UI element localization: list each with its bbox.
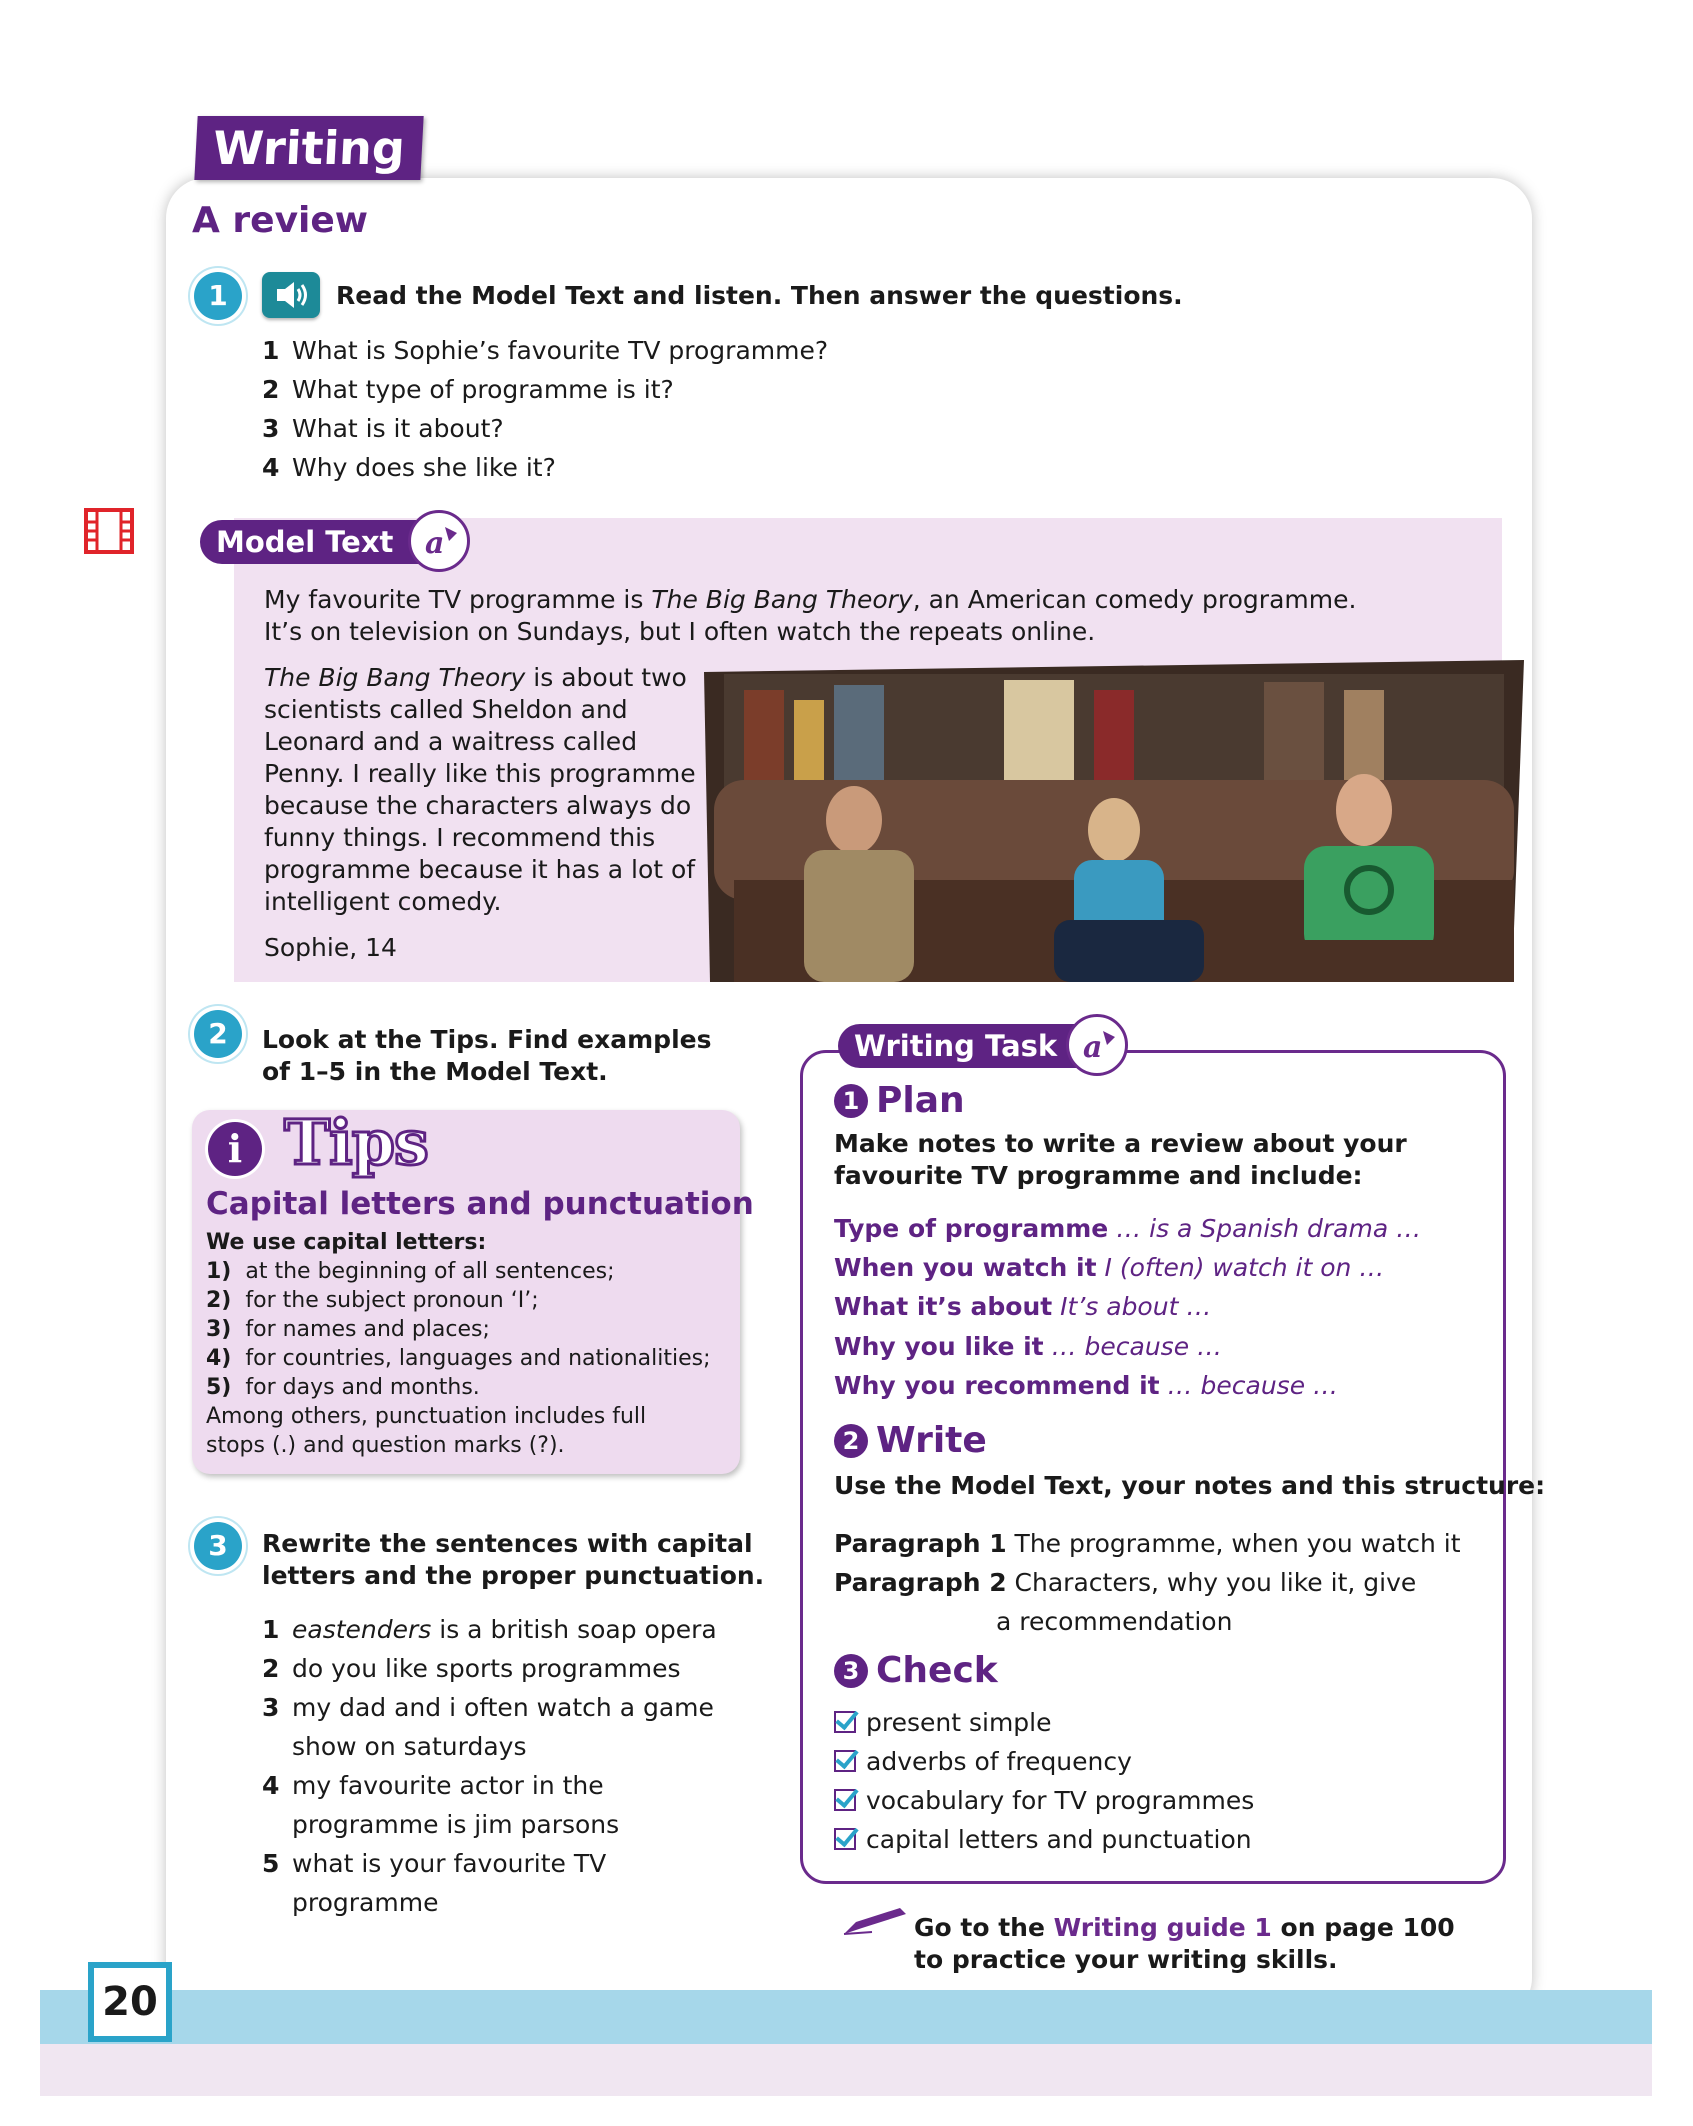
exercise-2-instruction: Look at the Tips. Find examples of 1–5 in the Model Text.	[262, 1025, 712, 1086]
list-item: 3 my dad and i often watch a game	[262, 1693, 714, 1722]
tips-subtitle: Capital letters and punctuation	[206, 1186, 754, 1222]
list-item: 5) for days and months.	[206, 1375, 480, 1400]
list-item: 1 What is Sophie’s favourite TV programme?	[262, 336, 829, 365]
list-item: 3) for names and places;	[206, 1317, 490, 1342]
list-item: 5 what is your favourite TV	[262, 1849, 607, 1878]
footer-background	[40, 2044, 1652, 2096]
list-item: 1) at the beginning of all sentences;	[206, 1259, 615, 1284]
signature: Sophie, 14	[264, 933, 397, 962]
audio-play-button[interactable]	[262, 272, 320, 318]
write-structure: Paragraph 1 The programme, when you watch it Paragraph 2 Characters, why you like it, give a recommendation	[834, 1529, 1461, 1636]
checkbox-icon	[834, 1750, 856, 1772]
writing-task-badge-icon	[1066, 1014, 1128, 1076]
speaker-icon	[262, 272, 320, 318]
tips-title: Tips	[284, 1106, 428, 1179]
exercise-1-number: 1	[194, 272, 242, 320]
exercise-1-questions	[262, 331, 828, 487]
list-item: 4) for countries, languages and nationalities;	[206, 1346, 711, 1371]
list-item: 4 Why does she like it?	[262, 453, 556, 482]
pen-icon	[842, 1906, 908, 1936]
svg-text:a: a	[425, 526, 445, 561]
svg-text:a: a	[1083, 1030, 1103, 1065]
plan-item: When you watch it I (often) watch it on …	[834, 1253, 1385, 1282]
section-tab	[194, 116, 423, 180]
checkbox-icon	[834, 1789, 856, 1811]
plan-intro: Make notes to write a review about your favourite TV programme and include:	[834, 1129, 1407, 1190]
plan-item: Why you recommend it … because …	[834, 1371, 1339, 1400]
checklist-item[interactable]: capital letters and punctuation	[834, 1825, 1252, 1854]
tv-show-photo	[704, 660, 1524, 982]
exercise-3-instruction: Rewrite the sentences with capital letters and the proper punctuation.	[262, 1529, 765, 1590]
list-item: 2 What type of programme is it?	[262, 375, 674, 404]
model-text-label: Model Text	[200, 520, 446, 564]
page-number: 20	[88, 1962, 172, 2042]
info-icon: i	[208, 1122, 262, 1176]
writing-guide-note: Go to the Writing guide 1 on page 100 to practice your writing skills.	[914, 1913, 1455, 1974]
plan-item: Type of programme … is a Spanish drama …	[834, 1214, 1422, 1243]
writing-guide-link[interactable]: Writing guide 1	[1053, 1913, 1272, 1942]
write-heading: 2 Write	[834, 1420, 987, 1461]
exercise-1-instruction: Read the Model Text and listen. Then answer the questions.	[336, 281, 1183, 310]
list-item: 3 What is it about?	[262, 414, 504, 443]
exercise-3-number: 3	[194, 1522, 242, 1570]
check-heading: 3 Check	[834, 1650, 998, 1691]
exercise-2-number: 2	[194, 1010, 242, 1058]
video-film-icon[interactable]	[84, 508, 134, 554]
page-title: A review	[192, 200, 369, 241]
section-title: Writing	[211, 121, 407, 175]
checkbox-icon	[834, 1828, 856, 1850]
write-intro: Use the Model Text, your notes and this structure:	[834, 1471, 1546, 1500]
checklist-item[interactable]: vocabulary for TV programmes	[834, 1786, 1254, 1815]
list-item: 1 eastenders is a british soap opera	[262, 1615, 717, 1644]
plan-heading: 1 Plan	[834, 1080, 965, 1121]
footer-band	[40, 1990, 1652, 2044]
model-paragraph-2: The Big Bang Theory is about two scientists called Sheldon and Leonard and a waitress called Penny. I really like this programme because the characters always do funny things. I recommend this programme because it has a lot of intelligent comedy. Sophie, 14	[264, 663, 696, 962]
exercise-3-sentences: 1 eastenders is a british soap opera 2 do you like sports programmes 3 my dad and i often watch a game show on saturdays 4 my favourite actor in the programme is jim parsons 5 what is your favourite TV programme	[262, 1610, 717, 1922]
list-item: 4 my favourite actor in the	[262, 1771, 604, 1800]
checklist-item[interactable]: present simple	[834, 1708, 1052, 1737]
plan-item: What it’s about It’s about …	[834, 1292, 1212, 1321]
writing-task-label: Writing Task	[838, 1024, 1102, 1068]
checklist-item[interactable]: adverbs of frequency	[834, 1747, 1132, 1776]
plan-item: Why you like it … because …	[834, 1332, 1223, 1361]
tips-body: We use capital letters: 1) at the beginning of all sentences; 2) for the subject pronoun ‘I’; 3) for names and places; 4) for countries, languages and nationalities; 5) for days and months. Among others, punctuation includes full stops (.) and question marks (?).	[206, 1230, 711, 1458]
model-text-badge-icon	[408, 510, 470, 572]
list-item: 2) for the subject pronoun ‘I’;	[206, 1288, 539, 1313]
list-item: 2 do you like sports programmes	[262, 1654, 681, 1683]
model-paragraph-1: My favourite TV programme is The Big Bang Theory, an American comedy programme. It’s on television on Sundays, but I often watch the repeats online.	[264, 585, 1357, 646]
checkbox-icon	[834, 1711, 856, 1733]
